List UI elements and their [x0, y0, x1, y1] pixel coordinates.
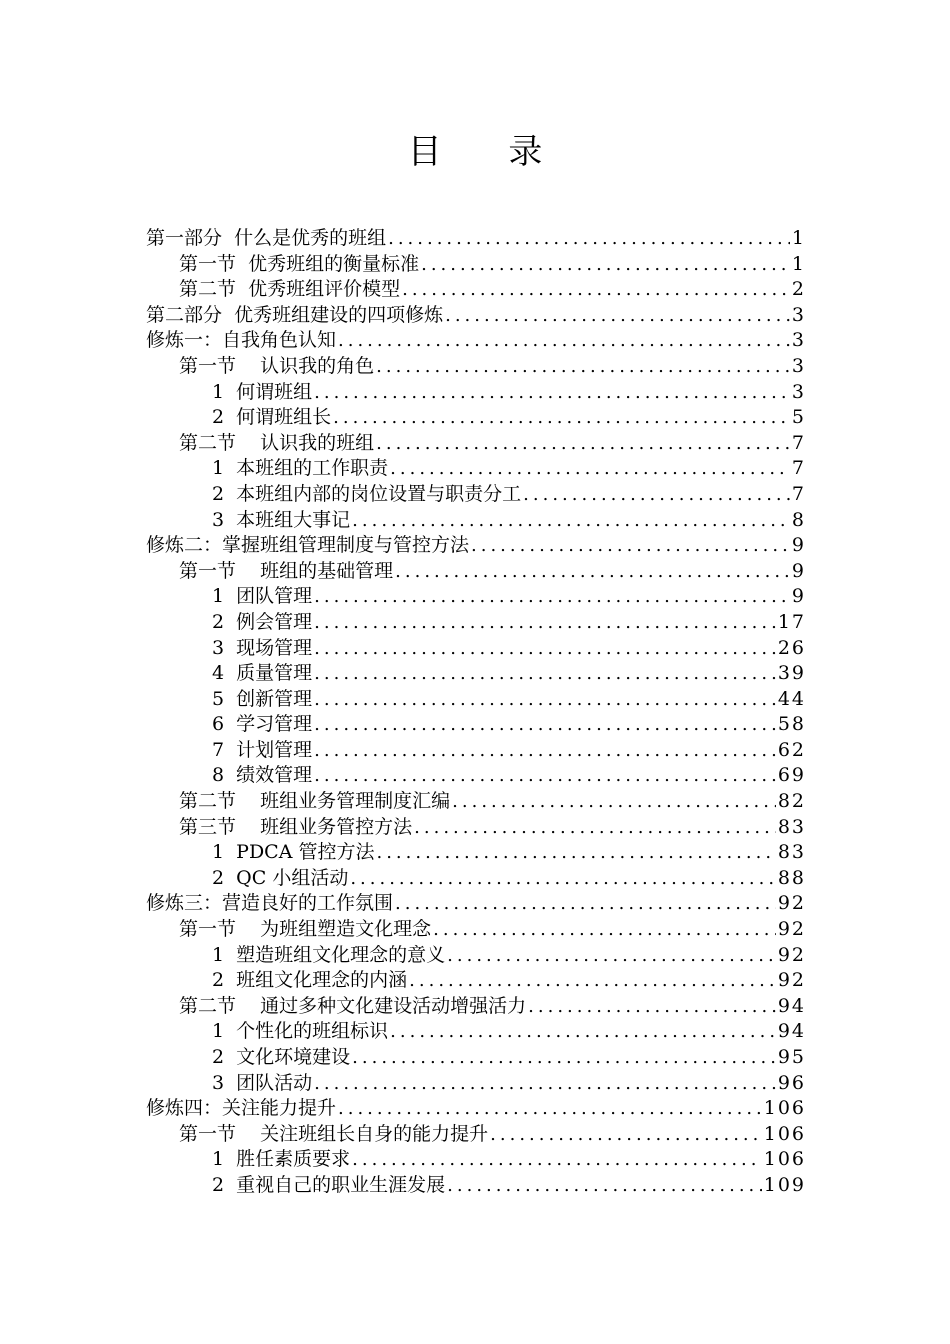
toc-entry[interactable]	[146, 789, 806, 815]
toc-entry-page-number: 82	[777, 790, 806, 813]
toc-entry-label: 2 班组文化理念的内涵	[212, 969, 408, 992]
toc-entry-label: 2 本班组内部的岗位设置与职责分工	[212, 482, 522, 505]
toc-dot-leader	[314, 584, 790, 610]
toc-dot-leader	[314, 636, 776, 662]
toc-entry-label: 第三节 班组业务管控方法	[179, 815, 413, 838]
toc-entry[interactable]	[146, 968, 806, 994]
toc-entry-label: 第二节 班组业务管理制度汇编	[179, 790, 451, 813]
toc-entry-page-number: 92	[777, 918, 806, 941]
toc-entry[interactable]	[146, 866, 806, 892]
toc-entry-label: 第一节 认识我的角色	[179, 354, 375, 377]
toc-entry-label: 8 绩效管理	[212, 764, 313, 787]
toc-entry[interactable]	[146, 328, 806, 354]
toc-entry-label: 4 质量管理	[212, 662, 313, 685]
toc-entry-page-number: 8	[791, 508, 806, 531]
toc-entry[interactable]	[146, 431, 806, 457]
toc-entry-label: 2 QC 小组活动	[212, 866, 349, 889]
toc-entry[interactable]	[146, 610, 806, 636]
toc-dot-leader	[376, 431, 790, 457]
toc-entry-page-number: 92	[777, 892, 806, 915]
toc-dot-leader	[314, 661, 776, 687]
toc-entry[interactable]	[146, 354, 806, 380]
toc-entry-label: 2 何谓班组长	[212, 406, 332, 429]
toc-entry-page-number: 3	[791, 329, 806, 352]
toc-entry-label: 第二节 优秀班组评价模型	[179, 278, 401, 301]
toc-dot-leader	[445, 303, 790, 329]
toc-dot-leader	[409, 968, 776, 994]
toc-dot-leader	[402, 277, 790, 303]
toc-entry[interactable]	[146, 226, 806, 252]
toc-entry[interactable]	[146, 508, 806, 534]
toc-entry[interactable]	[146, 533, 806, 559]
toc-entry-label: 7 计划管理	[212, 738, 313, 761]
toc-entry-page-number: 9	[791, 585, 806, 608]
toc-entry-page-number: 62	[777, 738, 806, 761]
toc-dot-leader	[376, 354, 790, 380]
toc-dot-leader	[314, 712, 776, 738]
toc-entry[interactable]	[146, 303, 806, 329]
toc-entry-page-number: 109	[763, 1173, 806, 1196]
toc-entry[interactable]	[146, 661, 806, 687]
toc-dot-leader	[314, 687, 776, 713]
toc-entry-label: 1 塑造班组文化理念的意义	[212, 943, 446, 966]
toc-dot-leader	[314, 763, 776, 789]
toc-entry[interactable]	[146, 380, 806, 406]
toc-entry[interactable]	[146, 840, 806, 866]
toc-entry-page-number: 69	[777, 764, 806, 787]
toc-dot-leader	[388, 226, 790, 252]
toc-entry[interactable]	[146, 405, 806, 431]
toc-entry-label: 第一节 关注班组长自身的能力提升	[179, 1122, 489, 1145]
toc-entry[interactable]	[146, 456, 806, 482]
toc-entry-page-number: 3	[791, 303, 806, 326]
toc-entry-page-number: 106	[763, 1148, 806, 1171]
toc-dot-leader	[314, 380, 790, 406]
table-of-contents	[146, 226, 806, 1199]
toc-entry-label: 修炼三：营造良好的工作氛围	[146, 892, 394, 915]
toc-entry[interactable]	[146, 917, 806, 943]
toc-entry[interactable]	[146, 482, 806, 508]
toc-entry-page-number: 26	[777, 636, 806, 659]
toc-entry-label: 2 重视自己的职业生涯发展	[212, 1173, 446, 1196]
toc-entry-label: 1 PDCA 管控方法	[212, 841, 375, 864]
toc-entry[interactable]	[146, 891, 806, 917]
toc-entry-page-number: 92	[777, 943, 806, 966]
toc-entry[interactable]	[146, 1096, 806, 1122]
toc-entry-page-number: 92	[777, 969, 806, 992]
toc-dot-leader	[471, 533, 790, 559]
toc-entry-label: 2 例会管理	[212, 610, 313, 633]
toc-entry-label: 修炼二：掌握班组管理制度与管控方法	[146, 534, 470, 557]
toc-entry-page-number: 58	[777, 713, 806, 736]
toc-entry[interactable]	[146, 252, 806, 278]
toc-entry[interactable]	[146, 815, 806, 841]
toc-entry-page-number: 9	[791, 559, 806, 582]
toc-entry-page-number: 1	[791, 227, 806, 249]
toc-dot-leader	[350, 866, 775, 892]
toc-entry-page-number: 106	[763, 1097, 806, 1120]
toc-entry-page-number: 94	[777, 994, 806, 1017]
toc-entry[interactable]	[146, 943, 806, 969]
toc-entry-label: 第二节 通过多种文化建设活动增强活力	[179, 994, 527, 1017]
toc-dot-leader	[490, 1122, 762, 1148]
toc-dot-leader	[395, 891, 776, 917]
toc-entry[interactable]	[146, 994, 806, 1020]
toc-dot-leader	[528, 994, 776, 1020]
toc-entry-label: 第二部分 优秀班组建设的四项修炼	[146, 303, 444, 326]
toc-entry-page-number: 3	[791, 380, 806, 403]
toc-entry[interactable]	[146, 1173, 806, 1199]
toc-dot-leader	[447, 1173, 762, 1199]
toc-entry-page-number: 3	[791, 354, 806, 377]
toc-dot-leader	[390, 456, 790, 482]
toc-dot-leader	[395, 559, 790, 585]
toc-entry-label: 6 学习管理	[212, 713, 313, 736]
toc-dot-leader	[390, 1019, 776, 1045]
toc-entry-page-number: 2	[791, 278, 806, 301]
toc-entry[interactable]	[146, 1122, 806, 1148]
toc-entry-page-number: 106	[763, 1122, 806, 1145]
toc-entry[interactable]	[146, 738, 806, 764]
toc-entry-label: 1 胜任素质要求	[212, 1148, 351, 1171]
toc-dot-leader	[452, 789, 776, 815]
toc-entry-page-number: 83	[777, 841, 806, 864]
toc-dot-leader	[338, 1096, 762, 1122]
toc-entry-label: 2 文化环境建设	[212, 1046, 351, 1068]
toc-dot-leader	[314, 738, 776, 764]
toc-entry-page-number: 94	[777, 1020, 806, 1043]
toc-dot-leader	[333, 405, 790, 431]
toc-entry-label: 3 本班组大事记	[212, 508, 351, 531]
toc-entry-page-number: 44	[777, 687, 806, 710]
toc-entry-page-number: 83	[777, 815, 806, 838]
toc-entry-label: 1 团队管理	[212, 585, 313, 608]
toc-entry[interactable]	[146, 1071, 806, 1097]
toc-dot-leader	[414, 815, 776, 841]
toc-dot-leader	[338, 328, 790, 354]
toc-entry-label: 1 本班组的工作职责	[212, 457, 389, 480]
page-title: 目 录	[407, 132, 571, 172]
toc-entry-label: 第一节 为班组塑造文化理念	[179, 918, 432, 941]
toc-entry[interactable]	[146, 1045, 806, 1071]
toc-entry[interactable]	[146, 584, 806, 610]
toc-entry-label: 第一节 班组的基础管理	[179, 559, 394, 582]
toc-dot-leader	[447, 943, 776, 969]
toc-entry-label: 修炼四：关注能力提升	[146, 1097, 337, 1120]
toc-entry[interactable]	[146, 1019, 806, 1045]
toc-entry-label: 第一部分 什么是优秀的班组	[146, 227, 387, 249]
toc-entry[interactable]	[146, 559, 806, 585]
toc-entry-page-number: 96	[777, 1071, 806, 1094]
toc-entry-page-number: 7	[791, 457, 806, 480]
toc-entry-page-number: 95	[777, 1046, 806, 1068]
toc-entry-label: 第一节 优秀班组的衡量标准	[179, 252, 420, 275]
toc-entry-page-number: 9	[791, 534, 806, 557]
toc-entry[interactable]	[146, 277, 806, 303]
toc-dot-leader	[352, 1147, 762, 1173]
toc-dot-leader	[314, 610, 776, 636]
toc-entry-label: 5 创新管理	[212, 687, 313, 710]
toc-entry-page-number: 7	[791, 431, 806, 454]
toc-entry-page-number: 88	[777, 866, 806, 889]
toc-entry-page-number: 7	[791, 482, 806, 505]
toc-dot-leader	[523, 482, 790, 508]
toc-entry[interactable]	[146, 687, 806, 713]
toc-entry[interactable]	[146, 1147, 806, 1173]
toc-entry-label: 1 个性化的班组标识	[212, 1020, 389, 1043]
toc-entry-label: 3 现场管理	[212, 636, 313, 659]
toc-entry-label: 修炼一：自我角色认知	[146, 329, 337, 352]
toc-entry-label: 第二节 认识我的班组	[179, 431, 375, 454]
toc-entry[interactable]	[146, 712, 806, 738]
toc-dot-leader	[421, 252, 790, 278]
toc-entry-label: 3 团队活动	[212, 1071, 313, 1094]
toc-dot-leader	[352, 508, 790, 534]
toc-dot-leader	[314, 1071, 776, 1097]
toc-entry-page-number: 5	[791, 406, 806, 429]
toc-entry-page-number: 1	[791, 252, 806, 275]
toc-dot-leader	[433, 917, 776, 943]
toc-dot-leader	[376, 840, 775, 866]
toc-entry-label: 1 何谓班组	[212, 380, 313, 403]
toc-entry-page-number: 17	[777, 610, 806, 633]
toc-entry[interactable]	[146, 763, 806, 789]
toc-entry-page-number: 39	[777, 662, 806, 685]
toc-dot-leader	[352, 1045, 776, 1071]
toc-entry[interactable]	[146, 636, 806, 662]
